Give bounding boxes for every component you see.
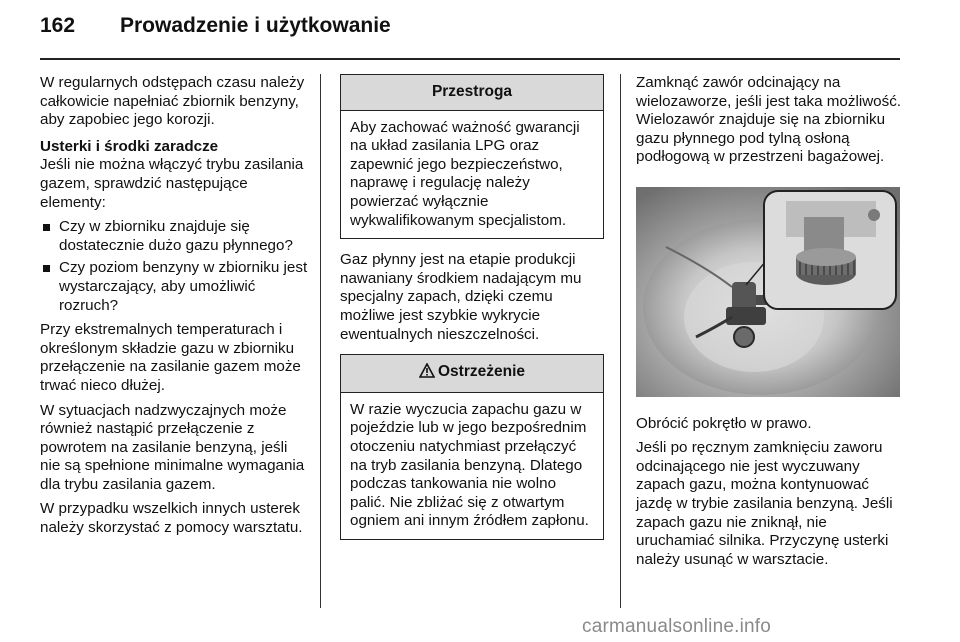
caution-title: Przestroga — [341, 75, 603, 111]
header-divider — [40, 58, 900, 60]
warning-triangle-icon — [419, 363, 435, 384]
body-paragraph: Obrócić pokrętło w prawo. — [636, 414, 812, 432]
caution-box — [340, 74, 604, 239]
warning-box — [340, 354, 604, 540]
body-paragraph: Jeśli po ręcznym zamknięciu zaworu odcinającego nie jest wyczuwany zapach gazu, można kontynuować jazdę w trybie zasilania benzyną. Jeśli zapach gazu nie zniknął, nie uruchamiać silnika. Przyczynę usterki należy usunąć w warsztacie. — [636, 439, 893, 568]
checklist — [40, 218, 308, 315]
column-divider — [320, 74, 321, 608]
section-subheading: Usterki i środki zaradcze — [40, 137, 219, 155]
column-middle — [340, 74, 604, 552]
column-divider — [620, 74, 621, 608]
page-header — [0, 0, 960, 60]
valve-photo — [636, 173, 908, 415]
body-paragraph: W sytuacjach nadzwyczajnych może również nastąpić przełączenie z powrotem na zasilanie benzyną, jeśli nie są spełnione minimalne wymagania dla trybu zasilania gazem. — [40, 401, 305, 493]
body-paragraph: Przy ekstremalnych temperaturach i określonym składzie gazu w zbiorniku przełączenie na zasilanie gazem może trwać nieco dłużej. — [40, 321, 301, 394]
list-item: Czy poziom benzyny w zbiorniku jest wystarczający, aby umożliwić rozruch? — [40, 259, 308, 315]
column-left — [40, 74, 308, 544]
warning-text: W razie wyczucia zapachu gazu w pojeździe lub w jego bezpośrednim otoczeniu natychmiast przełączyć na tryb zasilania benzyną. Dlatego podczas tankowania nie wolno palić. Nie zbliżać się z otwartym ogniem ani innym źródłem zapłonu. — [350, 400, 589, 530]
body-paragraph: Zamknąć zawór odcinający na wielozaworze, jeśli jest taka możliwość. Wielozawór znajduje się na zbiorniku gazu płynnego pod tylną osłoną podłogową w przestrzeni bagażowej. — [636, 74, 902, 166]
caution-text: Aby zachować ważność gwarancji na układ zasilania LPG oraz zapewnić jego bezpieczeństwo, naprawę i regulację należy powierzać wyłącznie wykwalifikowanym specjalistom. — [350, 118, 580, 229]
body-paragraph: Gaz płynny jest na etapie produkcji nawaniany środkiem nadającym mu specjalny zapach, dzięki czemu możliwe jest szybkie wykrycie ewentualnych nieszczelności. — [340, 251, 582, 343]
watermark-link[interactable]: carmanualsonline.info — [582, 616, 772, 637]
warning-header — [341, 355, 603, 393]
page-number: 162 — [40, 14, 76, 37]
intro-paragraph: W regularnych odstępach czasu należy całkowicie napełniać zbiornik benzyny, aby zapobiec jego korozji. — [40, 74, 305, 129]
lead-paragraph: Jeśli nie można włączyć trybu zasilania gazem, sprawdzić następujące elementy: — [40, 156, 304, 211]
page-title: Prowadzenie i użytkowanie — [120, 14, 391, 37]
warning-title: Ostrzeżenie — [437, 363, 525, 381]
list-item: Czy w zbiorniku znajduje się dostatecznie dużo gazu płynnego? — [40, 218, 308, 255]
body-paragraph: W przypadku wszelkich innych usterek należy skorzystać z pomocy warsztatu. — [40, 500, 303, 537]
column-right — [636, 74, 908, 575]
